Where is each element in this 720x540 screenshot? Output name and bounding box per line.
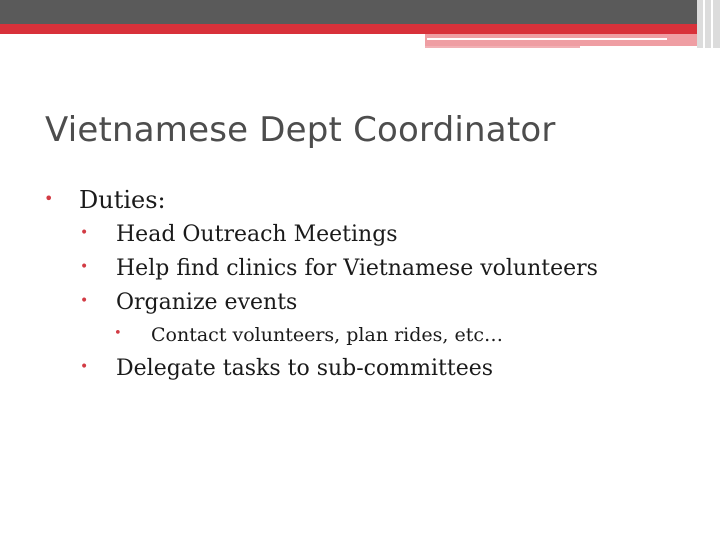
bullet-icon: • xyxy=(44,189,54,208)
bullet-icon: • xyxy=(114,326,122,341)
slide-title: Vietnamese Dept Coordinator xyxy=(45,110,556,150)
bullet-icon: • xyxy=(80,293,89,309)
list-item-text: Duties: xyxy=(79,186,166,214)
bullet-icon: • xyxy=(80,259,89,275)
list-item-text: Help find clinics for Vietnamese volunteers xyxy=(116,256,598,281)
list-item-text: Head Outreach Meetings xyxy=(116,222,398,247)
list-item-text: Contact volunteers, plan rides, etc… xyxy=(151,324,504,346)
list-item-text: Organize events xyxy=(116,290,298,315)
header-bar-dark xyxy=(0,0,720,24)
bullet-icon: • xyxy=(80,225,89,241)
header-bar-pink-thin xyxy=(425,46,580,48)
header-accent-line xyxy=(427,38,667,40)
header-corner-block xyxy=(697,0,720,48)
corner-stripe xyxy=(711,0,713,48)
header-bar-pink xyxy=(425,34,720,46)
list-item-text: Delegate tasks to sub-committees xyxy=(116,356,494,381)
bullet-icon: • xyxy=(80,359,89,375)
corner-stripe xyxy=(703,0,705,48)
header-bar-red xyxy=(0,24,720,34)
